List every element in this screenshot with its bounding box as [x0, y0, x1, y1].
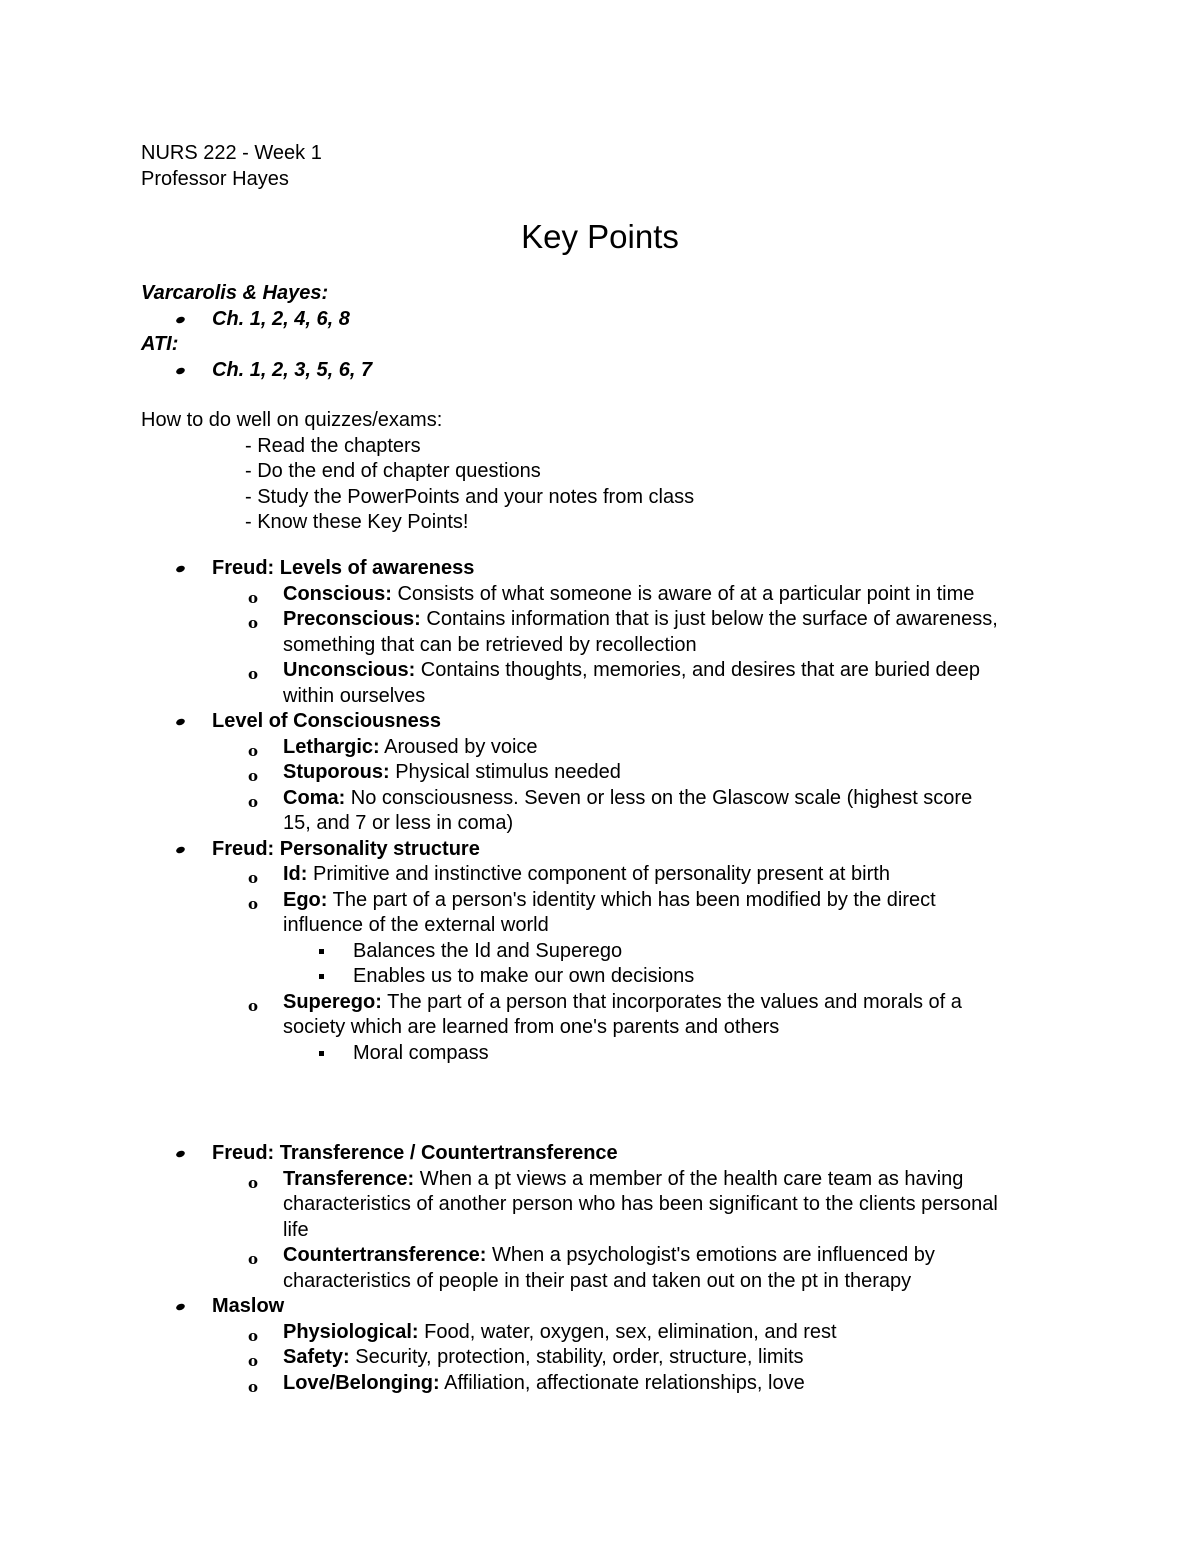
item-id	[283, 862, 890, 888]
def-coma-cont: 15, and 7 or less in coma)	[283, 812, 514, 834]
term-ego: Ego:	[283, 888, 328, 911]
section-heading-awareness: Freud: Levels of awareness	[212, 557, 475, 579]
item-physiological	[283, 1320, 837, 1346]
term-superego: Superego:	[283, 990, 382, 1013]
bullet-o-icon: o	[248, 1173, 259, 1192]
ego-subpoint: Enables us to make our own decisions	[353, 965, 695, 987]
bullet-dot-icon	[175, 1303, 186, 1312]
def-transference-cont: characteristics of another person who has been significant to the clients personal	[283, 1193, 998, 1215]
book-chapters-ati: Ch. 1, 2, 3, 5, 6, 7	[212, 358, 373, 381]
bullet-dot-icon	[175, 718, 186, 727]
term-conscious: Conscious:	[283, 582, 392, 605]
book-chapters-varcarolis: Ch. 1, 2, 4, 6, 8	[212, 307, 350, 330]
bullet-dot-icon	[175, 565, 186, 574]
def-countertransference-cont: characteristics of people in their past and taken out on the pt in therapy	[283, 1269, 912, 1292]
def-superego-cont: society which are learned from one's parents and others	[283, 1016, 780, 1038]
bullet-o-icon: o	[248, 665, 259, 683]
bullet-o-icon: o	[248, 1326, 259, 1345]
course-name: NURS 222 - Week 1	[141, 142, 322, 164]
def-superego: The part of a person that incorporates the values and morals of a	[381, 990, 962, 1013]
def-unconscious: Contains thoughts, memories, and desires that are buried deep	[415, 659, 981, 681]
term-preconscious: Preconscious:	[283, 608, 421, 630]
term-transference: Transference:	[283, 1167, 415, 1190]
item-unconscious	[283, 658, 980, 684]
item-coma	[283, 786, 972, 812]
item-ego	[283, 888, 936, 914]
bullet-o-icon: o	[248, 1250, 259, 1268]
def-coma: No consciousness. Seven or less on the Glascow scale (highest score	[345, 786, 973, 809]
book-label-ati: ATI:	[141, 333, 179, 355]
def-safety: Security, protection, stability, order, structure, limits	[349, 1346, 804, 1368]
key-points-outline-continued	[0, 1141, 1200, 1396]
bullet-o-icon: o	[248, 614, 259, 632]
term-coma: Coma:	[283, 786, 346, 809]
def-ego: The part of a person's identity which has been modified by the direct	[327, 888, 936, 911]
professor-name: Professor Hayes	[141, 167, 289, 190]
section-heading-maslow: Maslow	[212, 1295, 285, 1317]
bullet-square-icon	[319, 974, 324, 979]
bullet-o-icon: o	[248, 792, 259, 811]
term-id: Id:	[283, 863, 308, 885]
bullet-dot-icon	[175, 366, 186, 375]
bullet-dot-icon	[175, 1150, 186, 1159]
bullet-dot-icon	[175, 315, 186, 324]
def-love-belonging: Affiliation, affectionate relationships, love	[439, 1371, 805, 1394]
def-preconscious-cont: something that can be retrieved by recollection	[283, 633, 697, 656]
item-transference	[283, 1167, 963, 1193]
term-countertransference: Countertransference:	[283, 1244, 487, 1266]
def-preconscious: Contains information that is just below the surface of awareness,	[420, 608, 998, 630]
def-transference: When a pt views a member of the health care team as having	[414, 1167, 964, 1190]
document-header	[141, 141, 322, 192]
bullet-o-icon: o	[248, 588, 259, 607]
def-ego-cont: influence of the external world	[283, 914, 549, 936]
item-conscious	[283, 582, 974, 608]
superego-subpoint: Moral compass	[353, 1041, 489, 1064]
item-superego	[283, 990, 962, 1016]
bullet-dot-icon	[175, 845, 186, 854]
ego-subpoint: Balances the Id and Superego	[353, 939, 623, 962]
bullet-o-icon: o	[248, 1377, 259, 1396]
term-physiological: Physiological:	[283, 1320, 419, 1343]
tip-item: - Do the end of chapter questions	[245, 460, 541, 482]
tip-item: - Know these Key Points!	[245, 511, 469, 533]
term-stuporous: Stuporous:	[283, 761, 390, 783]
bullet-square-icon	[319, 1051, 324, 1056]
item-lethargic	[283, 735, 538, 761]
bullet-o-icon: o	[248, 1352, 259, 1370]
bullet-o-icon: o	[248, 869, 259, 887]
item-stuporous	[283, 760, 621, 786]
section-heading-personality: Freud: Personality structure	[212, 837, 480, 860]
term-love-belonging: Love/Belonging:	[283, 1371, 440, 1394]
item-countertransference	[283, 1243, 935, 1269]
bullet-o-icon: o	[248, 894, 259, 913]
key-points-outline	[0, 556, 1200, 1066]
item-preconscious	[283, 607, 998, 633]
book-label-varcarolis: Varcarolis & Hayes:	[141, 282, 329, 304]
def-id: Primitive and instinctive component of personality present at birth	[307, 863, 890, 885]
def-transference-cont2: life	[283, 1218, 309, 1241]
term-unconscious: Unconscious:	[283, 659, 416, 681]
def-lethargic: Aroused by voice	[379, 735, 538, 758]
section-heading-consciousness: Level of Consciousness	[212, 710, 441, 732]
tip-item: - Read the chapters	[245, 434, 421, 457]
def-stuporous: Physical stimulus needed	[389, 761, 621, 783]
readings-list	[0, 281, 1200, 383]
section-heading-transference: Freud: Transference / Countertransference	[212, 1142, 618, 1164]
bullet-o-icon: o	[248, 767, 259, 785]
term-safety: Safety:	[283, 1346, 350, 1368]
def-unconscious-cont: within ourselves	[283, 684, 426, 707]
bullet-o-icon: o	[248, 741, 259, 760]
def-countertransference: When a psychologist's emotions are influenced by	[486, 1244, 935, 1266]
tips-intro: How to do well on quizzes/exams:	[141, 409, 443, 431]
item-love-belonging	[283, 1371, 805, 1397]
def-physiological: Food, water, oxygen, sex, elimination, and rest	[418, 1320, 837, 1343]
item-safety	[283, 1345, 804, 1371]
page-title: Key Points	[521, 218, 679, 255]
def-conscious: Consists of what someone is aware of at a particular point in time	[391, 582, 975, 605]
tip-item: - Study the PowerPoints and your notes from class	[245, 485, 695, 508]
study-tips	[0, 408, 1200, 536]
bullet-square-icon	[319, 949, 324, 954]
bullet-o-icon: o	[248, 996, 259, 1015]
term-lethargic: Lethargic:	[283, 735, 380, 758]
